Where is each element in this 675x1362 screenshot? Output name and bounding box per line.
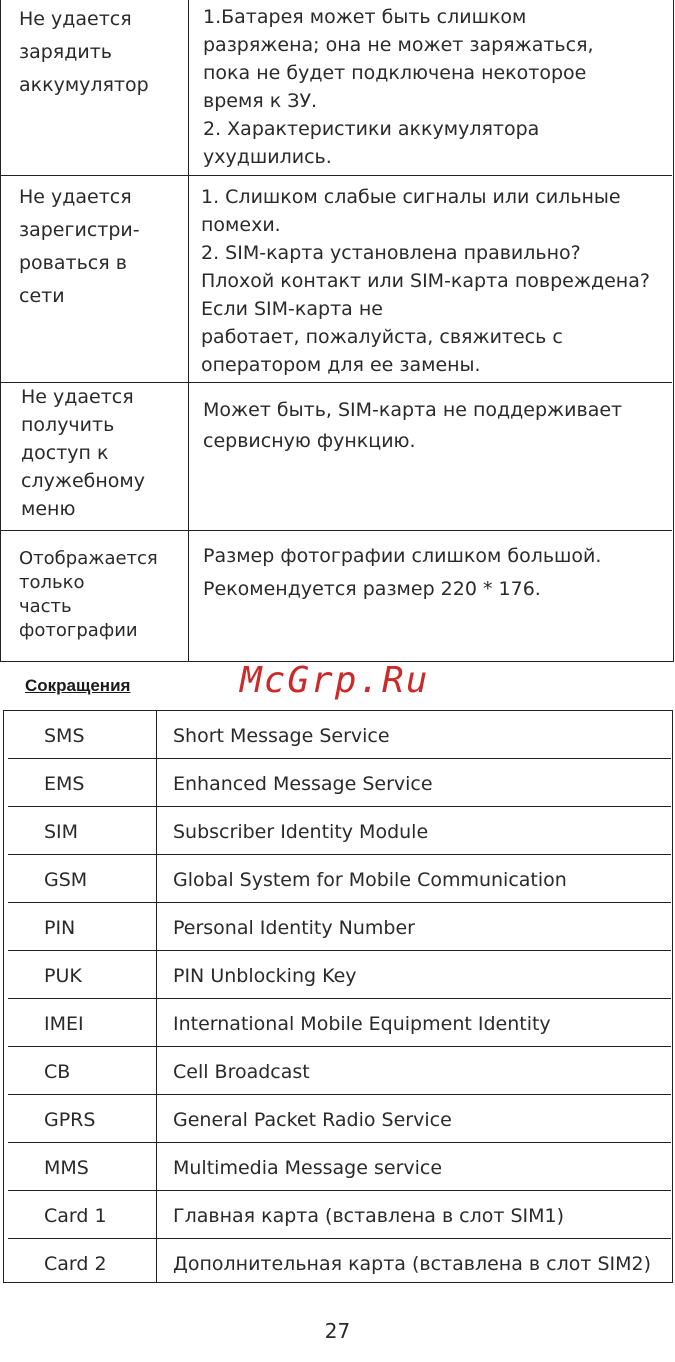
cause-cell: 1. Слишком слабые сигналы или сильные помехи. 2. SIM-карта установлена правильно? Плохой контакт или SIM-карта повреждена? Если SIM-карта не работает, пожалуйста, свяжитесь с оператором для ее замены. <box>201 186 650 376</box>
cause-cell: 1.Батарея может быть слишком разряжена; она не может заряжаться, пока не будет подключена некоторое время к ЗУ. 2. Характеристики аккумулятора ухудшились. <box>203 6 594 168</box>
table-row-charging <box>0 0 672 176</box>
table-row-service-menu <box>0 383 672 531</box>
table-row-network <box>0 176 672 383</box>
cause-cell: Может быть, SIM-карта не поддерживает сервисную функцию. <box>203 399 623 452</box>
problem-cell: Не удается получить доступ к служебному меню <box>21 386 145 520</box>
page-number: 27 <box>324 1319 351 1343</box>
table-row: CB Cell Broadcast <box>4 1047 671 1095</box>
abbreviations-heading: Сокращения <box>25 676 131 695</box>
abbreviations-table <box>3 710 673 1283</box>
table-row: GSM Global System for Mobile Communication <box>4 855 671 903</box>
table-row: Card 1 Главная карта (вставлена в слот SIM1) <box>4 1191 671 1239</box>
problem-cell: Не удается зарегистри- роваться в сети <box>19 186 140 307</box>
table-row: Card 2 Дополнительная карта (вставлена в слот SIM2) <box>44 1253 652 1275</box>
table-row-photo <box>0 531 672 661</box>
table-row: GPRS General Packet Radio Service <box>4 1095 671 1143</box>
table-row: SMS Short Message Service <box>4 711 671 759</box>
table-row: MMS Multimedia Message service <box>4 1143 671 1191</box>
table-row: EMS Enhanced Message Service <box>4 759 671 807</box>
problem-cell: Не удается зарядить аккумулятор <box>19 8 149 96</box>
table-row: PIN Personal Identity Number <box>4 903 671 951</box>
problem-cell: Отображается только часть фотографии <box>19 548 158 641</box>
table-row: PUK PIN Unblocking Key <box>4 951 671 999</box>
cause-cell: Размер фотографии слишком большой. Рекомендуется размер 220 * 176. <box>203 545 602 600</box>
table-row: SIM Subscriber Identity Module <box>4 807 671 855</box>
table-row: IMEI International Mobile Equipment Identity <box>4 999 671 1047</box>
watermark: McGrp.Ru <box>240 660 430 701</box>
troubleshooting-table <box>0 0 674 662</box>
